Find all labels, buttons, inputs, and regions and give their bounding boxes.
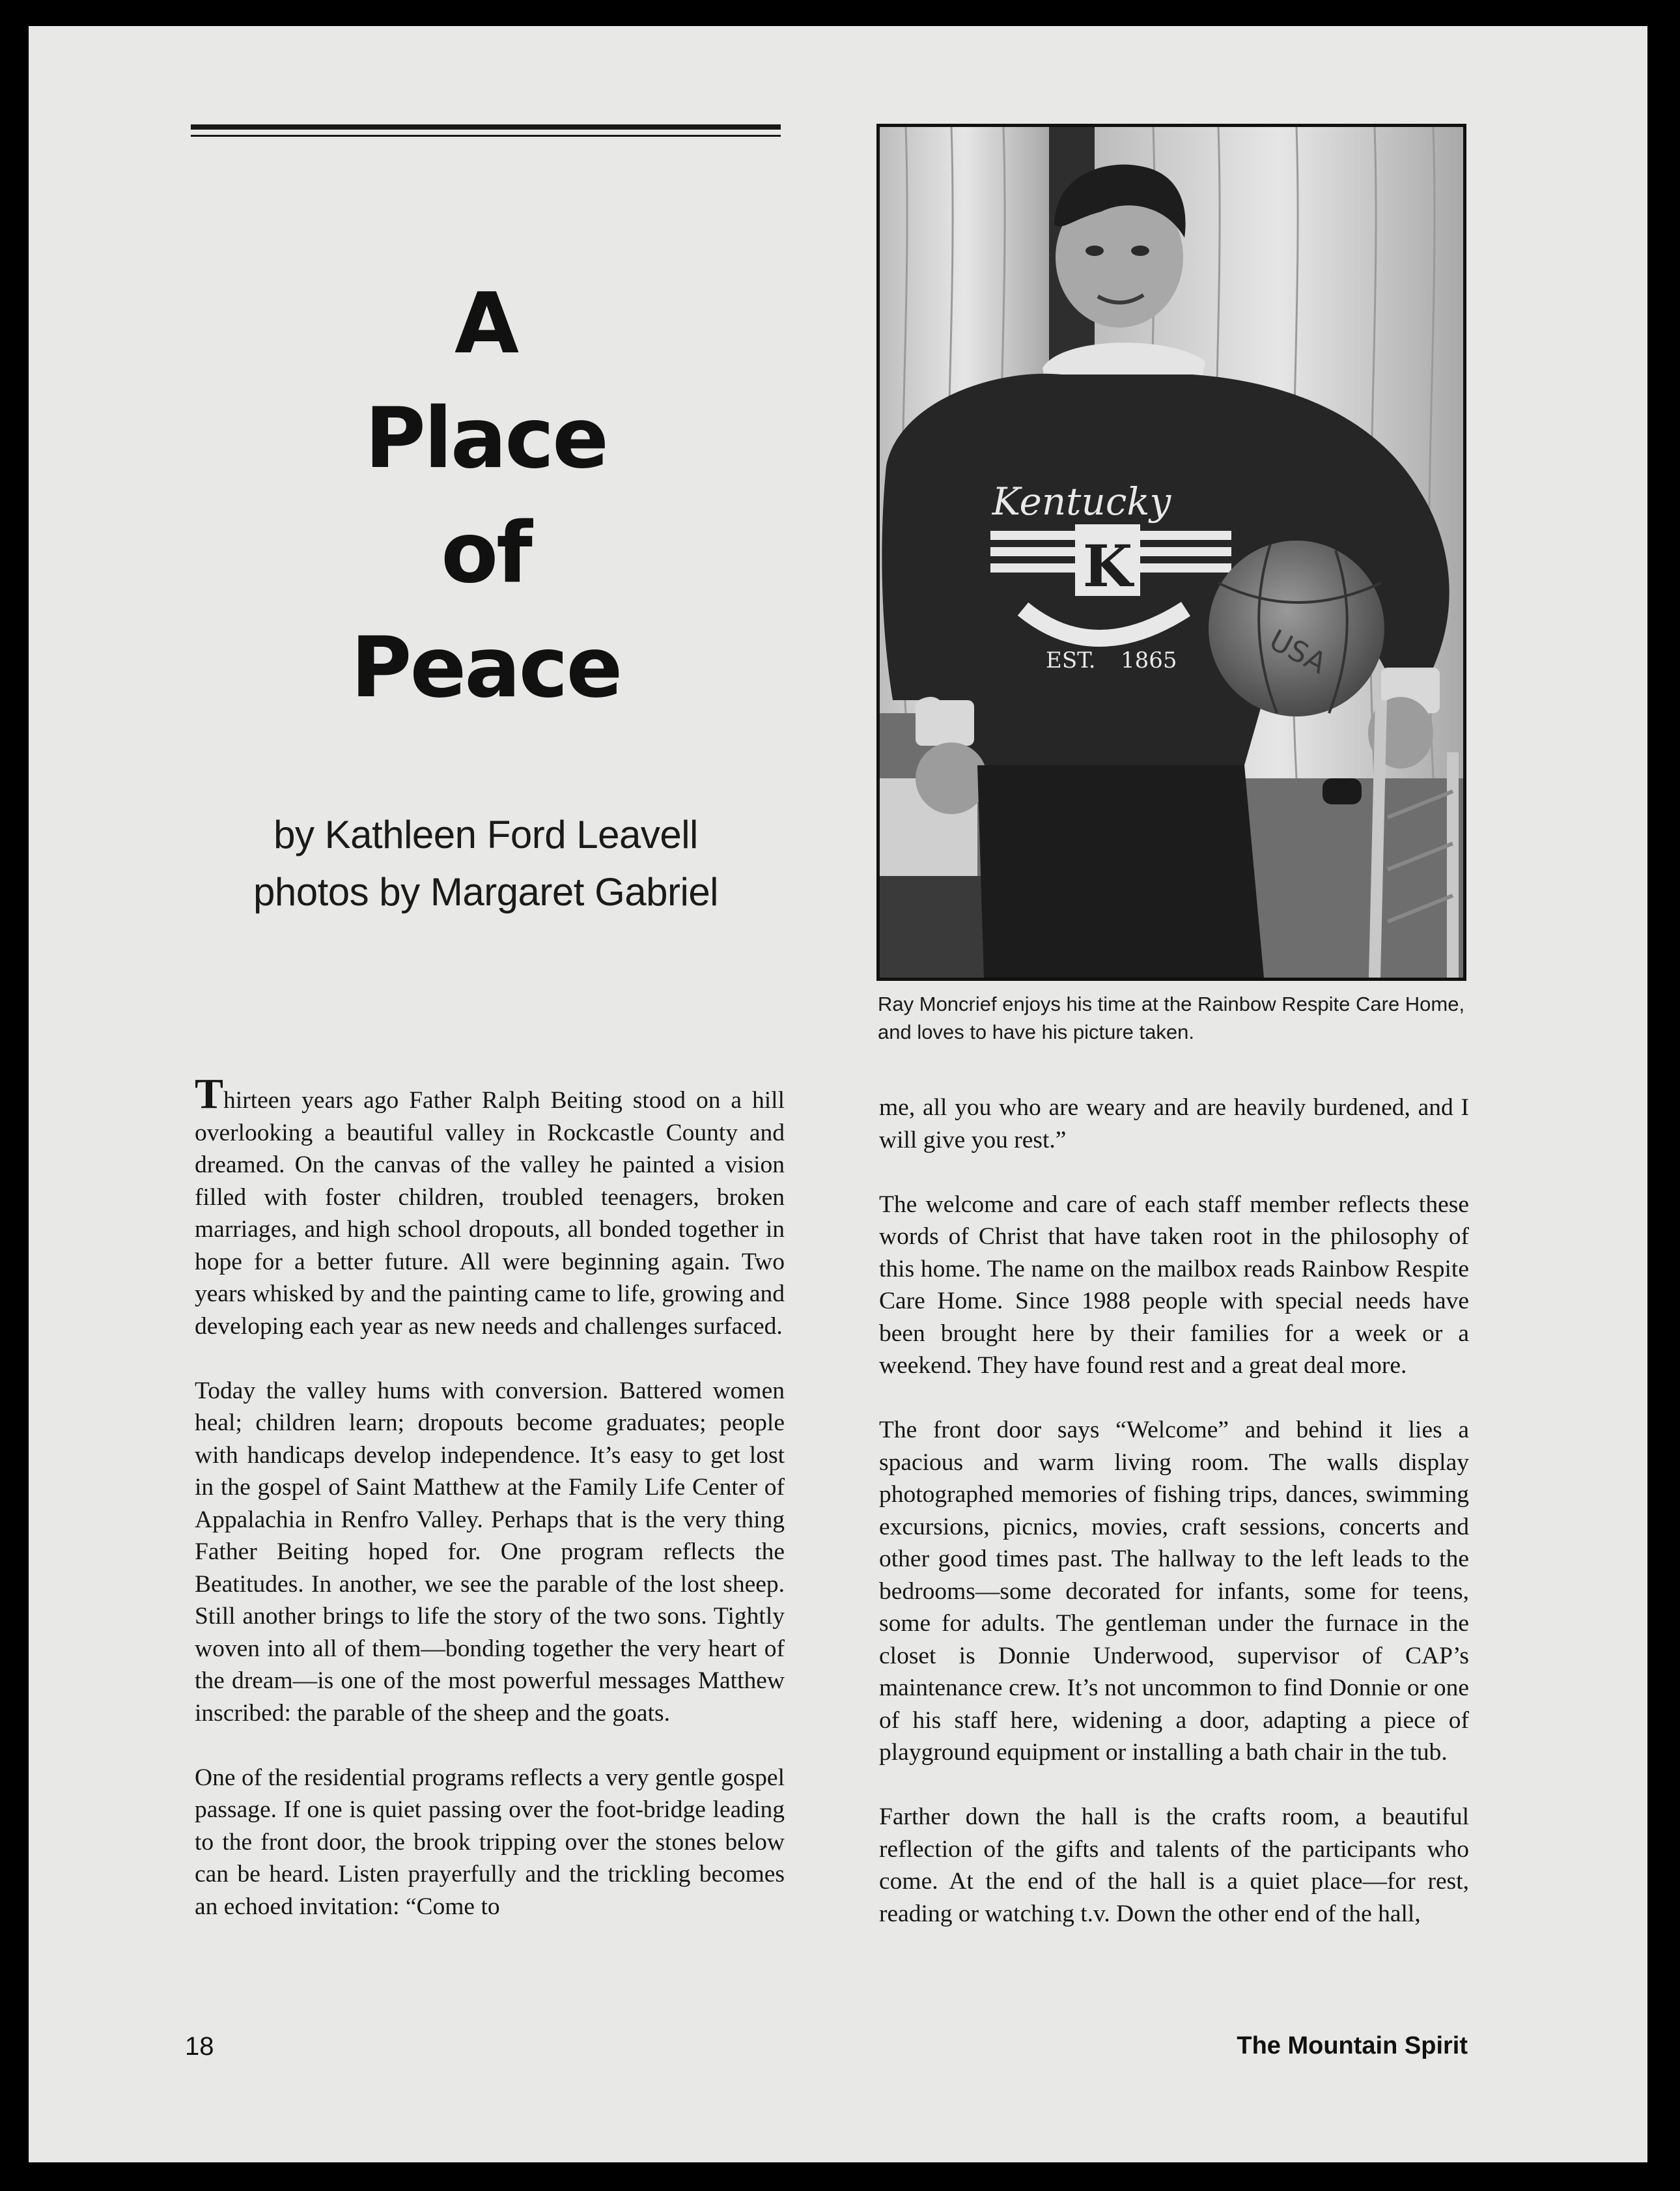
magazine-page — [29, 26, 1647, 2162]
byline — [191, 806, 781, 921]
byline-author: by Kathleen Ford Leavell — [273, 813, 698, 856]
ball-text: USA — [1263, 623, 1332, 681]
title-line: Place — [365, 390, 607, 487]
paragraph-text: hirteen years ago Father Ralph Beiting stood on a hill overlooking a beautiful valley in Rockcastle County and dreamed. On the canvas of the valley he painted a vision filled with foster children, troubled teenagers, broken marriages, and high school dropouts, all bonded together in hope for a better future. All were beginning again. Two years whisked by and the painting came to life, growing and developing each year as new needs and challenges surfaced. — [195, 1087, 785, 1340]
paragraph: Today the valley hums with conversion. Battered women heal; children learn; dropouts become graduates; people with handicaps develop independence. It’s easy to get lost in the gospel of Saint Matthew at the Family Life Center of Appalachia in Renfro Valley. Perhaps that is the very thing Father Beiting hoped for. One program reflects the Beatitudes. In another, we see the parable of the lost sheep. Still another brings to life the story of the two sons. Tightly woven into all of them—bonding together the very heart of the dream—is one of the most powerful messages Matthew inscribed: the parable of the sheep and the goats. — [195, 1377, 785, 1727]
photo-caption: Ray Moncrief enjoys his time at the Rainbow Respite Care Home, and loves to have his picture taken. — [878, 993, 1465, 1043]
page-number: 18 — [185, 2032, 214, 2061]
shirt-letter: K — [1082, 532, 1133, 600]
article-column-right — [879, 1092, 1469, 1930]
shirt-text: Kentucky — [992, 479, 1171, 524]
shirt-year: 1865 — [1121, 647, 1177, 673]
paragraph: Farther down the hall is the crafts room, a beautiful reflection of the gifts and talents of the participants who come. At the end of the hall is a quiet place—for rest, reading or watching t.v. Down the other end of the hall, — [879, 1803, 1469, 1927]
photo-illustration — [880, 127, 1463, 978]
paragraph: One of the residential programs reflects a very gentle gospel passage. If one is quiet passing over the foot-bridge leading to the front door, the brook tripping over the stones below can be heard. Listen prayerfully and the trickling becomes an echoed invitation: “Come to — [195, 1764, 785, 1920]
magazine-title: The Mountain Spirit — [1237, 2032, 1468, 2059]
shirt-est: EST. — [1046, 647, 1096, 673]
byline-photographer: photos by Margaret Gabriel — [253, 870, 719, 914]
paragraph: The front door says “Welcome” and behind it lies a spacious and warm living room. The walls display photographed memories of fishing trips, dances, swimming excursions, picnics, movies, craft sessions, concerts and other good times past. The hallway to the left leads to the bedrooms—some decorated for infants, some for teens, some for adults. The gentleman under the furnace in the closet is Donnie Underwood, supervisor of CAP’s maintenance crew. It’s not uncommon to find Donnie or one of his staff here, widening a door, adapting a piece of playground equipment or installing a bath chair in the tub. — [879, 1417, 1469, 1766]
article-column-left — [195, 1070, 785, 1923]
drop-cap: T — [195, 1070, 224, 1118]
title-line: of — [441, 505, 531, 602]
title-line: A — [454, 276, 518, 373]
title-line: Peace — [350, 619, 621, 716]
portrait-photo — [876, 124, 1466, 981]
paragraph: me, all you who are weary and are heavily burdened, and I will give you rest.” — [879, 1094, 1469, 1153]
header-rule-thick — [191, 124, 781, 130]
paragraph — [195, 1070, 785, 1342]
article-title — [191, 267, 781, 726]
paragraph: The welcome and care of each staff member reflects these words of Christ that have taken root in the philosophy of this home. The name on the mailbox reads Rainbow Respite Care Home. Since 1988 people with special needs have been brought here by their families for a week or a weekend. They have found rest and a great deal more. — [879, 1191, 1469, 1379]
header-rule-thin — [191, 135, 781, 137]
